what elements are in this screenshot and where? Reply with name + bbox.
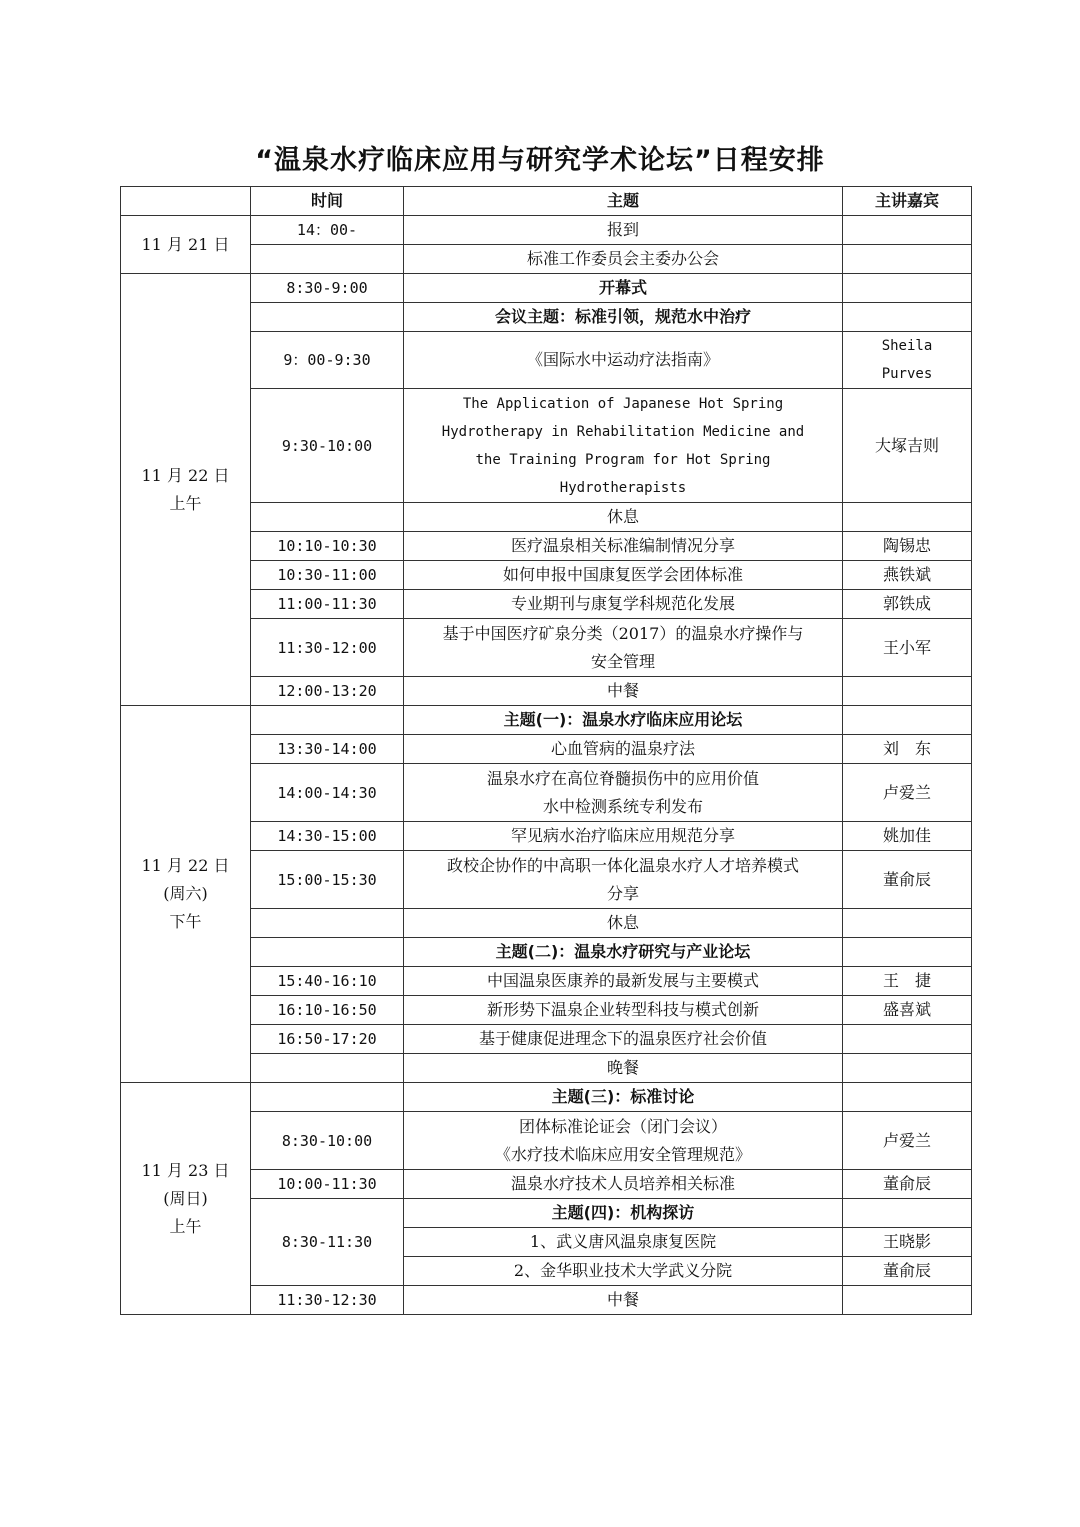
- topic-line: 2、金华职业技术大学武义分院: [513, 1261, 733, 1280]
- time-cell: 12:00-13:20: [251, 677, 404, 706]
- topic-line: 中国温泉医康养的最新发展与主要模式: [486, 971, 759, 990]
- speaker-cell: 董俞辰: [843, 851, 972, 909]
- topic-cell: [404, 245, 843, 274]
- time-cell: [251, 706, 404, 735]
- time-cell: 11:00-11:30: [251, 590, 404, 619]
- speaker-cell: 盛喜斌: [843, 996, 972, 1025]
- topic-line: 主题(一)：温泉水疗临床应用论坛: [503, 710, 743, 729]
- header-time: 时间: [251, 187, 404, 216]
- topic-cell: [404, 216, 843, 245]
- time-cell: 11:30-12:30: [251, 1286, 404, 1315]
- time-cell: 14:30-15:00: [251, 822, 404, 851]
- date-cell: [121, 1083, 251, 1315]
- date-cell: [121, 216, 251, 274]
- date-line: (周六): [163, 884, 208, 903]
- topic-line: 分享: [606, 883, 639, 903]
- topic-cell: [404, 274, 843, 303]
- time-cell: 9:30-10:00: [251, 389, 404, 503]
- topic-line: 水中检测系统专利发布: [542, 796, 703, 816]
- topic-line: 会议主题：标准引领，规范水中治疗: [494, 307, 751, 326]
- topic-line: 如何申报中国康复医学会团体标准: [502, 565, 743, 584]
- date-line: 上午: [169, 493, 202, 513]
- date-line: 11 月 22 日: [141, 465, 230, 485]
- header-row: [121, 187, 972, 216]
- speaker-cell: [843, 938, 972, 967]
- time-cell: 8:30-9:00: [251, 274, 404, 303]
- topic-line: 温泉水疗技术人员培养相关标准: [510, 1174, 735, 1193]
- speaker-cell: [843, 332, 972, 389]
- speaker-cell: 燕铁斌: [843, 561, 972, 590]
- topic-line: 中餐: [606, 681, 639, 700]
- time-cell: 15:00-15:30: [251, 851, 404, 909]
- time-cell: [251, 938, 404, 967]
- page-title: “温泉水疗临床应用与研究学术论坛”日程安排: [255, 145, 825, 176]
- time-cell: 13:30-14:00: [251, 735, 404, 764]
- speaker-cell: [843, 1025, 972, 1054]
- time-cell: [251, 503, 404, 532]
- topic-line: 晚餐: [606, 1058, 639, 1077]
- speaker-cell: 王晓影: [843, 1228, 972, 1257]
- topic-cell: [404, 332, 843, 389]
- speaker-cell: [843, 274, 972, 303]
- time-cell: 14：00-: [251, 216, 404, 245]
- time-cell: 14:00-14:30: [251, 764, 404, 822]
- time-cell: [251, 1054, 404, 1083]
- time-cell: [251, 1083, 404, 1112]
- table-row: [121, 1083, 972, 1112]
- date-line: 11 月 22 日: [141, 856, 230, 875]
- topic-cell: [404, 851, 843, 909]
- topic-cell: [404, 1228, 843, 1257]
- topic-line: 开幕式: [598, 278, 647, 297]
- topic-line: 新形势下温泉企业转型科技与模式创新: [486, 1000, 759, 1019]
- speaker-cell: 王 捷: [843, 967, 972, 996]
- topic-line: 医疗温泉相关标准编制情况分享: [510, 536, 735, 555]
- topic-line: 《水疗技术临床应用安全管理规范》: [494, 1144, 751, 1164]
- topic-line: 标准工作委员会主委办公会: [526, 249, 719, 268]
- speaker-cell: 卢爱兰: [843, 1112, 972, 1170]
- topic-cell: [404, 938, 843, 967]
- speaker-cell: 郭铁成: [843, 590, 972, 619]
- schedule-table: [120, 186, 972, 1315]
- date-line: 下午: [169, 912, 202, 931]
- topic-cell: [404, 389, 843, 503]
- topic-line: 休息: [606, 913, 639, 932]
- topic-cell: [404, 1286, 843, 1315]
- topic-cell: [404, 822, 843, 851]
- topic-cell: [404, 1199, 843, 1228]
- topic-line: 《国际水中运动疗法指南》: [526, 350, 719, 369]
- topic-cell: [404, 735, 843, 764]
- topic-line: 温泉水疗在高位脊髓损伤中的应用价值: [486, 768, 759, 788]
- date-line: 11 月 23 日: [141, 1160, 230, 1180]
- time-cell: 11:30-12:00: [251, 619, 404, 677]
- time-cell: 9：00-9:30: [251, 332, 404, 389]
- speaker-cell: [843, 1054, 972, 1083]
- topic-cell: [404, 764, 843, 822]
- topic-cell: [404, 677, 843, 706]
- topic-line: 团体标准论证会（闭门会议）: [518, 1116, 727, 1136]
- header-date: [121, 187, 251, 216]
- topic-cell: [404, 996, 843, 1025]
- topic-line: 中餐: [606, 1290, 639, 1309]
- speaker-line: Sheila: [881, 338, 933, 354]
- topic-cell: [404, 1170, 843, 1199]
- topic-line: 安全管理: [590, 651, 655, 671]
- topic-line: 基于中国医疗矿泉分类（2017）的温泉水疗操作与: [442, 623, 804, 643]
- table-row: [121, 706, 972, 735]
- topic-cell: [404, 590, 843, 619]
- topic-cell: [404, 1054, 843, 1083]
- time-cell: [251, 909, 404, 938]
- speaker-cell: 大塚吉则: [843, 389, 972, 503]
- topic-line: 专业期刊与康复学科规范化发展: [510, 594, 735, 613]
- speaker-cell: 卢爱兰: [843, 764, 972, 822]
- topic-line: 罕见病水治疗临床应用规范分享: [510, 826, 735, 845]
- speaker-cell: 姚加佳: [843, 822, 972, 851]
- speaker-cell: [843, 1083, 972, 1112]
- header-topic: 主题: [404, 187, 843, 216]
- speaker-cell: [843, 503, 972, 532]
- topic-cell: [404, 706, 843, 735]
- speaker-line: Purves: [881, 366, 933, 382]
- speaker-cell: [843, 245, 972, 274]
- time-cell: 8:30-10:00: [251, 1112, 404, 1170]
- topic-line: 主题(二)：温泉水疗研究与产业论坛: [495, 942, 751, 961]
- date-line: 11 月 21 日: [141, 234, 230, 254]
- speaker-cell: [843, 1286, 972, 1315]
- topic-cell: [404, 503, 843, 532]
- header-speaker: 主讲嘉宾: [843, 187, 972, 216]
- table-row: [121, 216, 972, 245]
- time-cell: 10:00-11:30: [251, 1170, 404, 1199]
- topic-cell: [404, 1257, 843, 1286]
- topic-cell: [404, 619, 843, 677]
- time-cell: 16:10-16:50: [251, 996, 404, 1025]
- time-cell: 15:40-16:10: [251, 967, 404, 996]
- time-cell: [251, 245, 404, 274]
- speaker-cell: [843, 706, 972, 735]
- topic-line: Hydrotherapists: [559, 479, 687, 496]
- topic-line: the Training Program for Hot Spring: [475, 451, 771, 468]
- speaker-cell: [843, 303, 972, 332]
- topic-line: 报到: [606, 220, 639, 239]
- speaker-cell: [843, 909, 972, 938]
- speaker-cell: 刘 东: [843, 735, 972, 764]
- date-cell: [121, 274, 251, 706]
- speaker-cell: [843, 216, 972, 245]
- table-row: [121, 274, 972, 303]
- speaker-cell: 董俞辰: [843, 1257, 972, 1286]
- topic-cell: [404, 967, 843, 996]
- speaker-cell: [843, 1199, 972, 1228]
- time-cell: 8:30-11:30: [251, 1199, 404, 1286]
- topic-cell: [404, 909, 843, 938]
- topic-line: 1、武义唐风温泉康复医院: [529, 1232, 717, 1251]
- topic-cell: [404, 1083, 843, 1112]
- date-line: (周日): [163, 1188, 208, 1208]
- speaker-cell: 董俞辰: [843, 1170, 972, 1199]
- time-cell: 10:10-10:30: [251, 532, 404, 561]
- topic-cell: [404, 303, 843, 332]
- topic-cell: [404, 561, 843, 590]
- speaker-cell: 王小军: [843, 619, 972, 677]
- date-cell: [121, 706, 251, 1083]
- topic-line: 主题(四)：机构探访: [551, 1203, 695, 1222]
- topic-line: The Application of Japanese Hot Spring: [462, 395, 784, 412]
- time-cell: 10:30-11:00: [251, 561, 404, 590]
- date-line: 上午: [169, 1216, 202, 1236]
- time-cell: [251, 303, 404, 332]
- time-cell: 16:50-17:20: [251, 1025, 404, 1054]
- topic-cell: [404, 1112, 843, 1170]
- topic-cell: [404, 532, 843, 561]
- topic-line: Hydrotherapy in Rehabilitation Medicine and: [441, 423, 805, 440]
- topic-line: 政校企协作的中高职一体化温泉水疗人才培养模式: [446, 855, 799, 875]
- speaker-cell: [843, 677, 972, 706]
- speaker-cell: 陶锡忠: [843, 532, 972, 561]
- topic-cell: [404, 1025, 843, 1054]
- topic-line: 休息: [606, 507, 639, 526]
- topic-line: 主题(三)：标准讨论: [551, 1087, 695, 1106]
- topic-line: 基于健康促进理念下的温泉医疗社会价值: [478, 1029, 767, 1048]
- topic-line: 心血管病的温泉疗法: [550, 739, 695, 758]
